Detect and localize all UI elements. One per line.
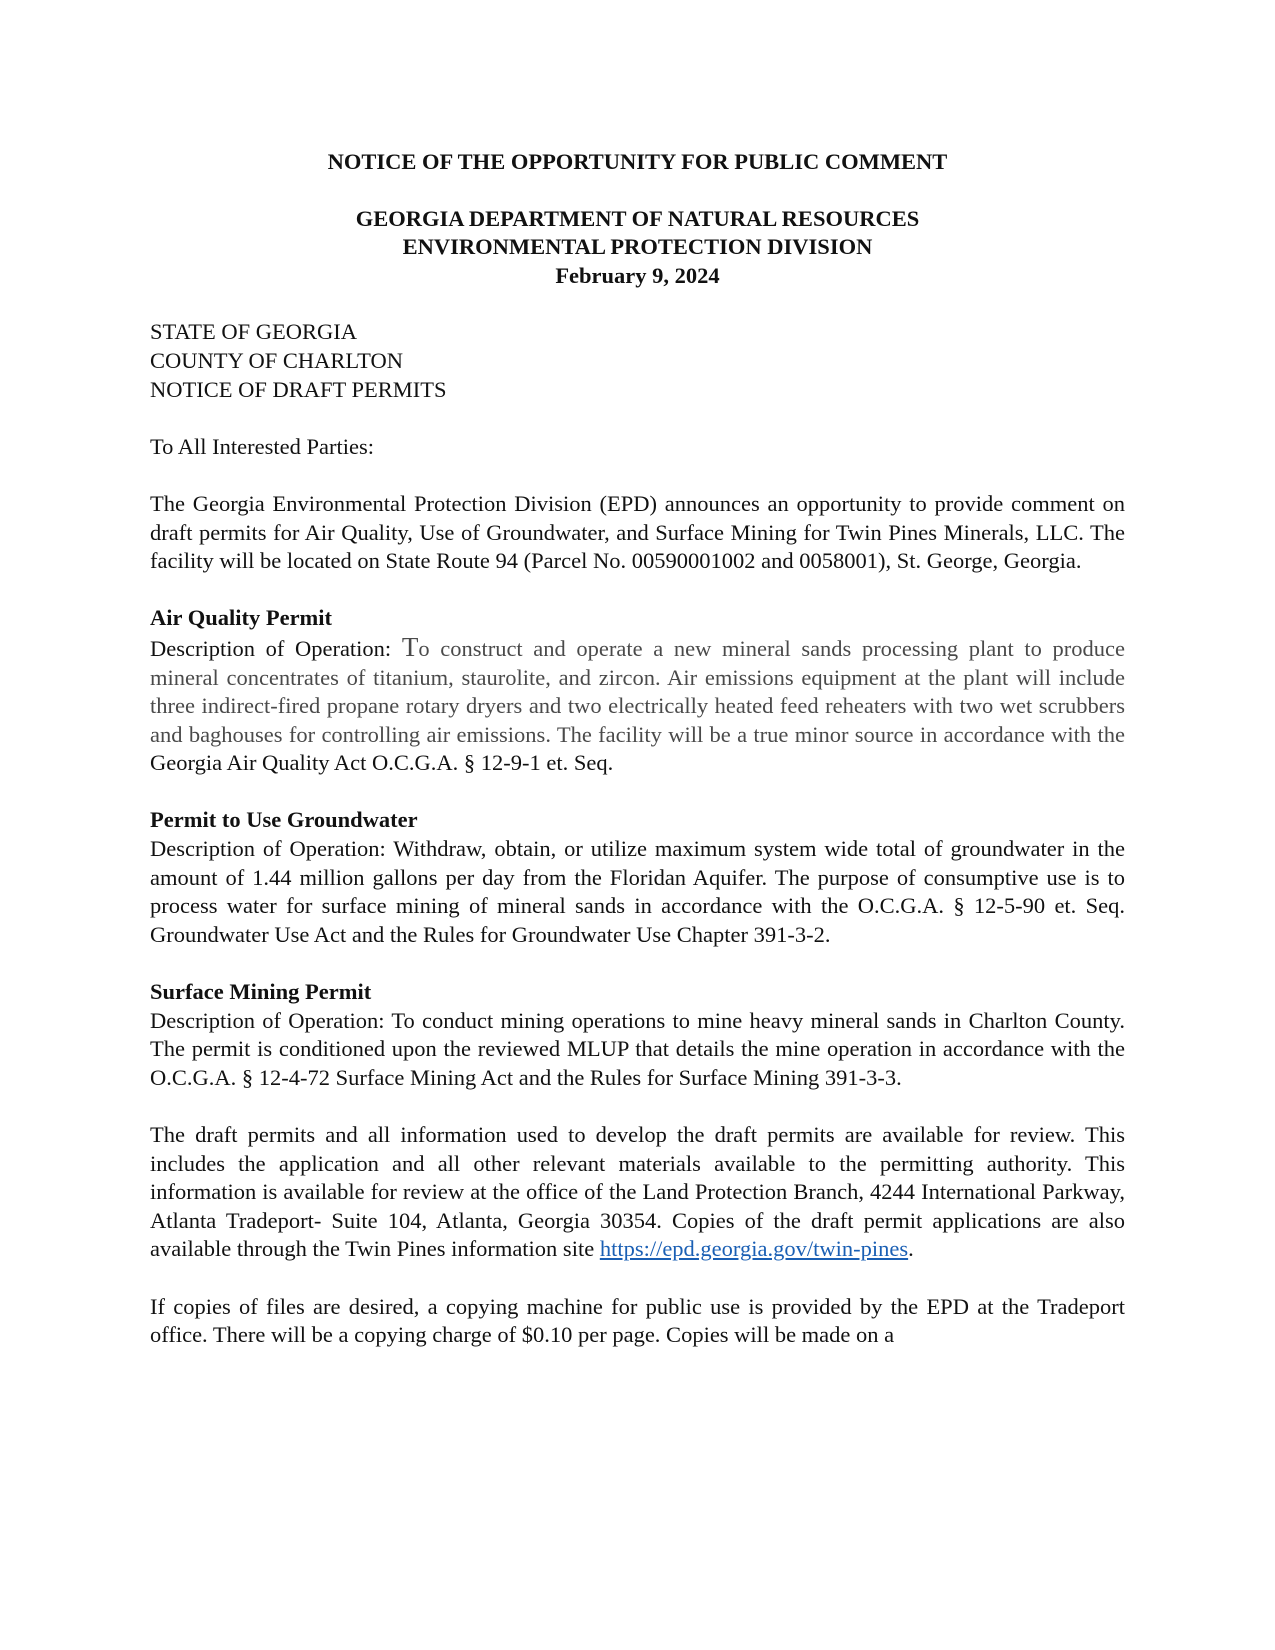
notice-title: NOTICE OF THE OPPORTUNITY FOR PUBLIC COMMENT xyxy=(327,149,948,174)
surface-mining-heading: Surface Mining Permit xyxy=(150,979,372,1005)
availability-paragraph xyxy=(150,1121,1125,1264)
notice-date: February 9, 2024 xyxy=(555,262,720,288)
air-description-initial: T xyxy=(401,631,419,662)
agency-header xyxy=(150,205,1125,291)
salutation: To All Interested Parties: xyxy=(150,433,375,459)
twin-pines-link[interactable]: https://epd.georgia.gov/twin-pines xyxy=(599,1236,909,1262)
surface-mining-description: Description of Operation: To conduct mining operations to mine heavy mineral sands in Charlton County. The permit is conditioned upon the reviewed MLUP that details the mine operation in accordance with the O.C.G.A. § 12-4-72 Surface Mining Act and the Rules for Surface Mining 391-3-3. xyxy=(150,1007,1125,1090)
division-name: ENVIRONMENTAL PROTECTION DIVISION xyxy=(402,234,873,260)
availability-text: The draft permits and all information used to develop the draft permits are available for review. This includes the application and all other relevant materials available to the permitting authority. This information is available for review at the office of the Land Protection Branch, 4244 International Parkway, Atlanta Tradeport- Suite 104, Atlanta, Georgia 30354. Copies of the draft permit applications are also available through the Twin Pines information site xyxy=(150,1122,1125,1262)
agency-name: GEORGIA DEPARTMENT OF NATURAL RESOURCES xyxy=(355,205,920,231)
document-page xyxy=(150,148,1125,1350)
air-description-label: Description of Operation: xyxy=(150,635,402,661)
air-description-act: Georgia Air Quality Act O.C.G.A. § 12-9-1 et. Seq. xyxy=(150,750,614,776)
address-line-notice: NOTICE OF DRAFT PERMITS xyxy=(150,376,447,402)
groundwater-description: Description of Operation: Withdraw, obtain, or utilize maximum system wide total of groundwater in the amount of 1.44 million gallons per day from the Floridan Aquifer. The purpose of consumptive use is to process water for surface mining of mineral sands in accordance with the O.C.G.A. § 12-5-90 et. Seq. Groundwater Use Act and the Rules for Groundwater Use Chapter 391-3-2. xyxy=(150,836,1125,947)
address-block xyxy=(150,318,1125,404)
air-quality-description xyxy=(150,633,1125,778)
address-line-county: COUNTY OF CHARLTON xyxy=(150,347,403,373)
intro-paragraph: The Georgia Environmental Protection Division (EPD) announces an opportunity to provide comment on draft permits for Air Quality, Use of Groundwater, and Surface Mining for Twin Pines Minerals, LLC. The facility will be located on State Route 94 (Parcel No. 00590001002 and 0058001), St. George, Georgia. xyxy=(150,490,1125,574)
air-quality-heading: Air Quality Permit xyxy=(150,605,333,631)
address-line-state: STATE OF GEORGIA xyxy=(150,319,357,345)
availability-end: . xyxy=(908,1236,914,1262)
copies-paragraph: If copies of files are desired, a copying machine for public use is provided by the EPD at the Tradeport office. There will be a copying charge of $0.10 per page. Copies will be made on a xyxy=(150,1293,1125,1348)
groundwater-heading: Permit to Use Groundwater xyxy=(150,807,418,833)
air-description-body: o construct and operate a new mineral sands processing plant to produce mineral concentrates of titanium, staurolite, and zircon. Air emissions equipment at the plant will include three indirect-fired propane rotary dryers and two electrically heated feed reheaters with two wet scrubbers and baghouses for controlling air emissions. The facility will be a true minor source in accordance with the xyxy=(150,635,1126,747)
